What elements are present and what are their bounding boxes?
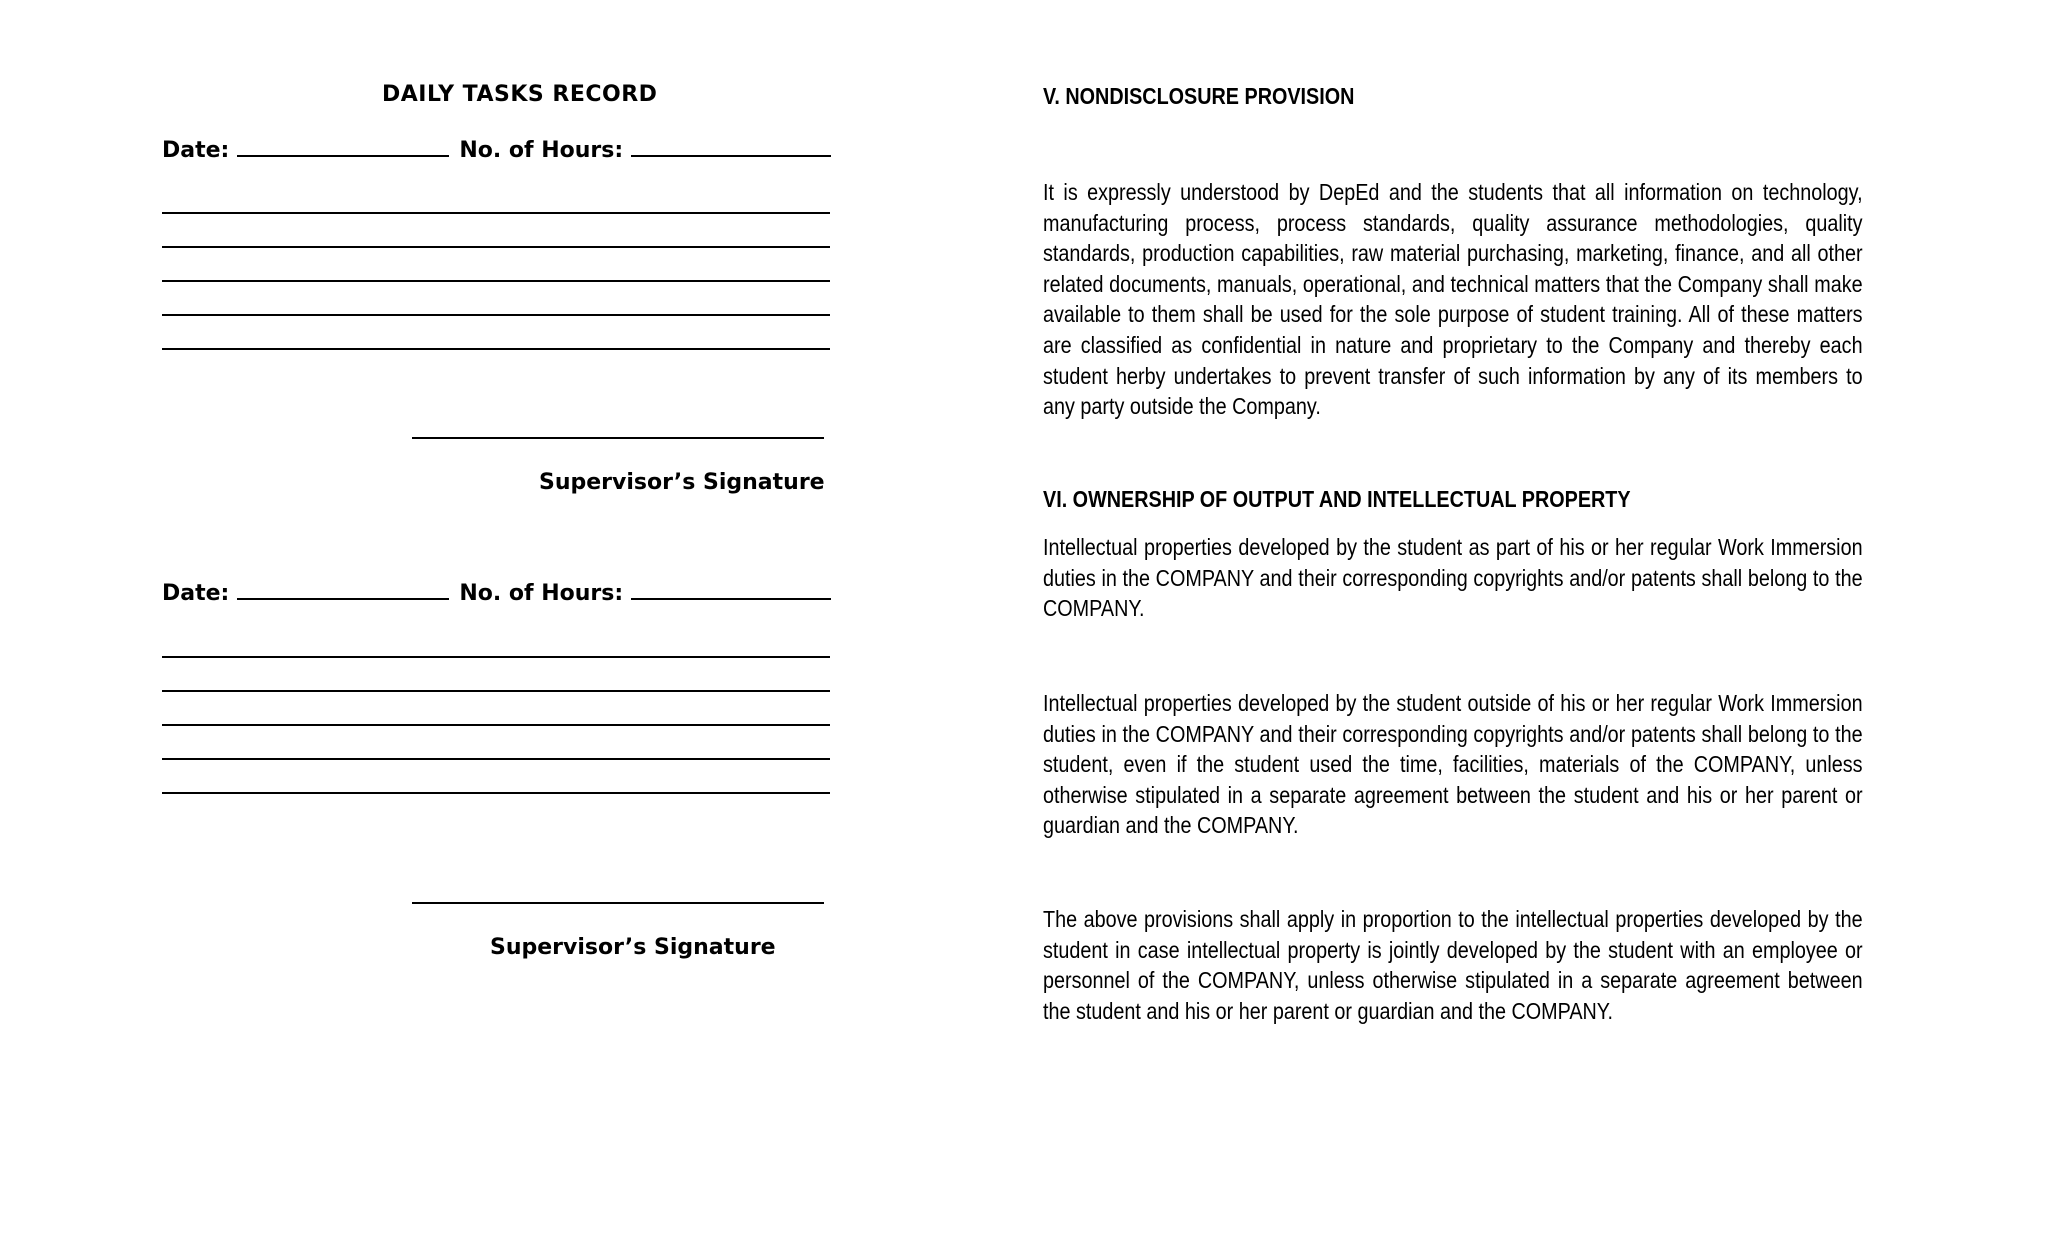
supervisor-signature-label: Supervisor’s Signature <box>539 470 825 495</box>
task-line[interactable] <box>162 690 830 692</box>
task-line[interactable] <box>162 758 830 760</box>
date-label: Date: <box>162 581 230 606</box>
task-line[interactable] <box>162 792 830 794</box>
task-line[interactable] <box>162 314 830 316</box>
section-heading-nondisclosure: V. NONDISCLOSURE PROVISION <box>1043 83 1355 109</box>
task-line[interactable] <box>162 724 830 726</box>
paragraph-ownership-2: Intellectual properties developed by the student outside of his or her regular Work Immersion duties in the COMPANY and their corresponding copyrights and/or patents shall belong to the student, even if the student used the time, facilities, materials of the COMPANY, unless otherwise stipulated in a separate agreement between the student and his or her parent or guardian and the COMPANY. <box>1043 690 1863 839</box>
signature-line[interactable] <box>412 902 824 904</box>
hours-blank[interactable] <box>631 137 831 157</box>
date-blank[interactable] <box>237 580 449 600</box>
paragraph-nondisclosure: It is expressly understood by DepEd and the students that all information on technology, manufacturing process, process standards, quality assurance methodologies, quality standards, production capabilities, raw material purchasing, marketing, finance, and all other related documents, manuals, operational, and technical matters that the Company shall make available to them shall be used for the sole purpose of student training. All of these matters are classified as confidential in nature and proprietary to the Company and thereby each student herby undertakes to prevent transfer of such information by any of its members to any party outside the Company. <box>1043 179 1863 420</box>
entry-1-header <box>162 137 841 163</box>
task-line[interactable] <box>162 212 830 214</box>
hours-label: No. of Hours: <box>459 581 624 606</box>
task-line[interactable] <box>162 656 830 658</box>
hours-label: No. of Hours: <box>459 138 624 163</box>
date-blank[interactable] <box>237 137 449 157</box>
entry-2-header <box>162 580 841 606</box>
task-line[interactable] <box>162 280 830 282</box>
paragraph-ownership-1: Intellectual properties developed by the student as part of his or her regular Work Immersion duties in the COMPANY and their corresponding copyrights and/or patents shall belong to the COMPANY. <box>1043 534 1863 622</box>
page-title: DAILY TASKS RECORD <box>382 82 658 107</box>
hours-blank[interactable] <box>631 580 831 600</box>
task-line[interactable] <box>162 348 830 350</box>
task-line[interactable] <box>162 246 830 248</box>
paragraph-ownership-3: The above provisions shall apply in proportion to the intellectual properties developed by the student in case intellectual property is jointly developed by the student with an employee or personnel of the COMPANY, unless otherwise stipulated in a separate agreement between the student and his or her parent or guardian and the COMPANY. <box>1043 906 1863 1024</box>
section-heading-ownership: VI. OWNERSHIP OF OUTPUT AND INTELLECTUAL PROPERTY <box>1043 486 1631 512</box>
date-label: Date: <box>162 138 230 163</box>
signature-line[interactable] <box>412 437 824 439</box>
supervisor-signature-label: Supervisor’s Signature <box>490 935 776 960</box>
